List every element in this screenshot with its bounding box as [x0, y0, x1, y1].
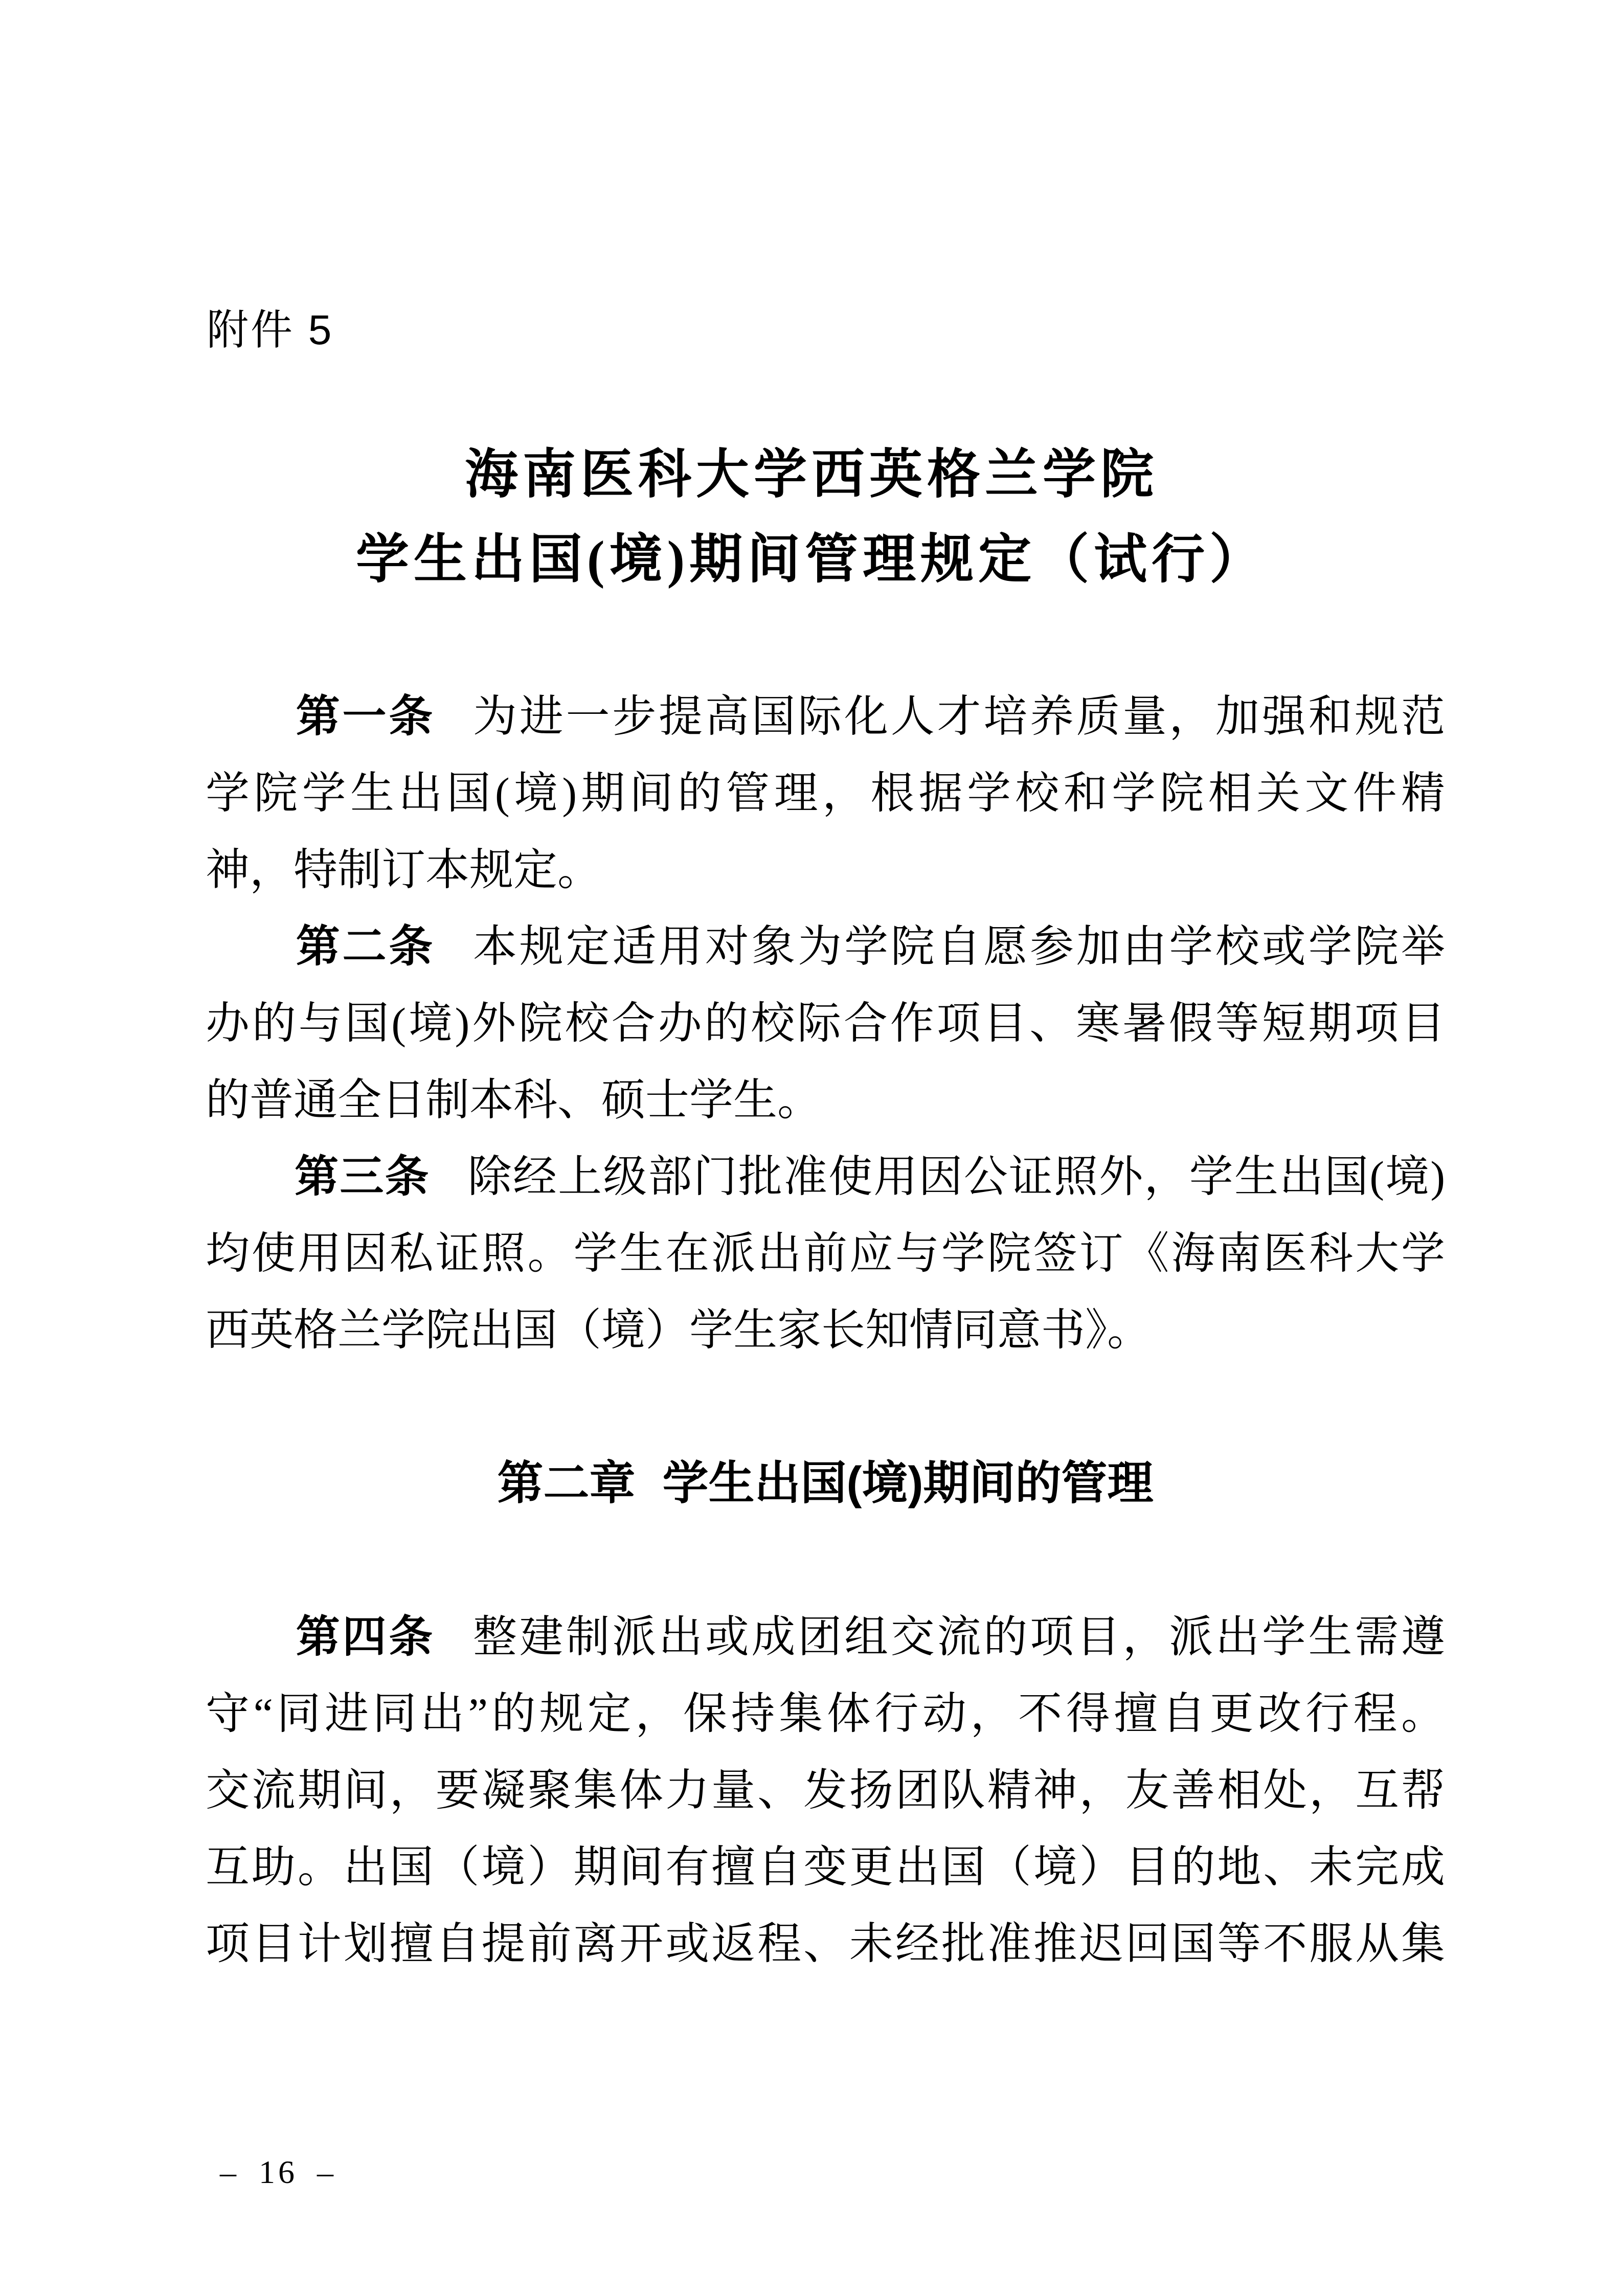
article-1 — [206, 678, 1445, 908]
article-3 — [206, 1138, 1445, 1368]
article-label: 第一条 — [294, 692, 435, 741]
article-text: 整建制派出或成团组交流的项目，派出学生需遵 — [473, 1612, 1445, 1661]
text-line — [206, 908, 1445, 985]
article-text: 除经上级部门批准使用因公证照外，学生出国(境) — [467, 1152, 1446, 1201]
document-body — [206, 678, 1445, 1982]
text-line: 神，特制订本规定。 — [206, 845, 601, 894]
text-line — [206, 1138, 1445, 1215]
text-line: 均使用因私证照。学生在派出前应与学院签订《海南医科大学 — [206, 1229, 1445, 1278]
text-line: 守“同进同出”的规定，保持集体行动，不得擅自更改行程。 — [206, 1689, 1445, 1738]
article-text: 为进一步提高国际化人才培养质量，加强和规范 — [473, 692, 1445, 741]
article-label: 第二条 — [294, 922, 435, 971]
text-line: 互助。出国（境）期间有擅自变更出国（境）目的地、未完成 — [206, 1842, 1445, 1892]
text-line: 交流期间，要凝聚集体力量、发扬团队精神，友善相处，互帮 — [206, 1766, 1445, 1815]
attachment-label: 附件 5 — [207, 307, 334, 353]
text-line: 项目计划擅自提前离开或返程、未经批准推迟回国等不服从集 — [206, 1919, 1445, 1968]
first-line-indent — [206, 1651, 294, 1652]
article-label: 第三条 — [294, 1152, 430, 1201]
text-line: 办的与国(境)外院校合办的校际合作项目、寒暑假等短期项目 — [206, 999, 1445, 1048]
article-4 — [206, 1599, 1445, 1982]
document-title — [0, 433, 1623, 602]
article-2 — [206, 908, 1445, 1138]
chapter-heading: 第二章 学生出国(境)期间的管理 — [497, 1458, 1154, 1509]
text-line: 学院学生出国(境)期间的管理，根据学校和学院相关文件精 — [206, 769, 1445, 818]
text-line — [206, 678, 1445, 755]
text-line — [206, 1599, 1445, 1675]
article-label: 第四条 — [294, 1612, 435, 1661]
document-title-line2: 学生出国(境)期间管理规定（试行） — [355, 530, 1268, 589]
document-title-line1: 海南医科大学西英格兰学院 — [464, 445, 1158, 504]
text-line: 的普通全日制本科、硕士学生。 — [206, 1075, 821, 1124]
article-text: 本规定适用对象为学院自愿参加由学校或学院举 — [473, 922, 1445, 971]
page-number: – 16 – — [220, 2154, 336, 2190]
text-line: 西英格兰学院出国（境）学生家长知情同意书》。 — [206, 1305, 1151, 1355]
